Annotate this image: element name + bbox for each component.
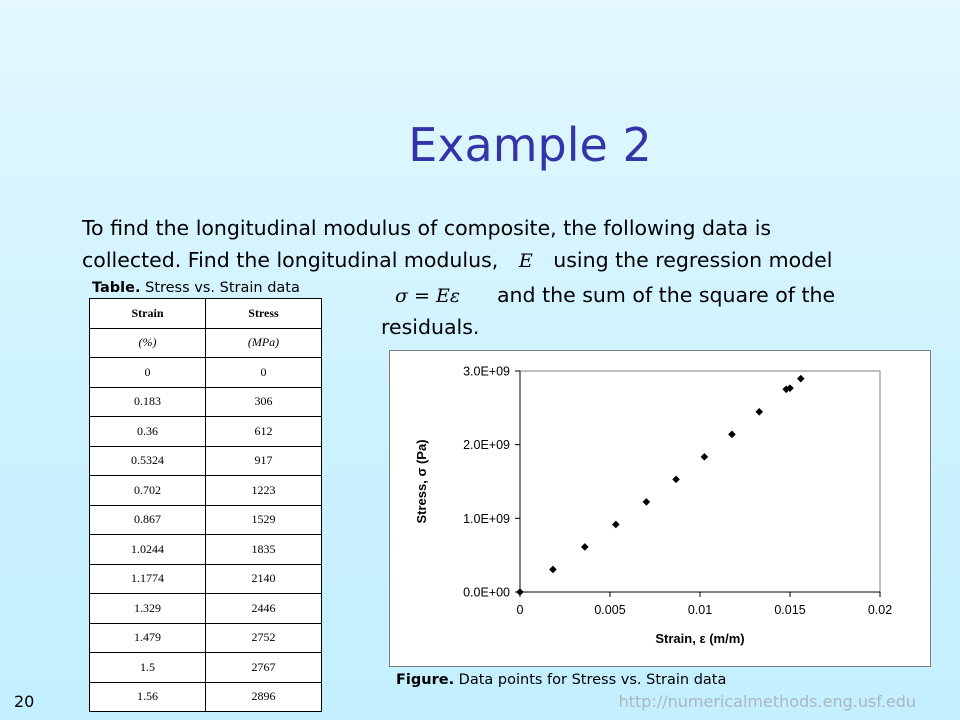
plot-area <box>520 371 880 592</box>
x-axis-label: Strain, ε (m/m) <box>655 631 745 646</box>
figure-caption <box>396 672 726 688</box>
table-caption-text: Stress vs. Strain data <box>140 280 300 296</box>
slide-title: Example 2 <box>408 118 652 172</box>
paragraph-line-3: and the sum of the square of the <box>497 283 836 307</box>
cell-strain: 0 <box>90 358 206 388</box>
cell-strain: 1.479 <box>90 623 206 653</box>
header-strain: Strain <box>90 299 206 329</box>
table-row <box>90 476 322 506</box>
y-tick-label: 1.0E+09 <box>463 511 510 526</box>
cell-strain: 1.0244 <box>90 535 206 565</box>
cell-stress: 306 <box>206 387 322 417</box>
modulus-symbol: E <box>518 250 533 272</box>
cell-strain: 0.5324 <box>90 446 206 476</box>
footer-url[interactable]: http://numericalmethods.eng.usf.edu <box>618 692 916 711</box>
cell-stress: 0 <box>206 358 322 388</box>
header-stress: Stress <box>206 299 322 329</box>
y-axis-label: Stress, σ (Pa) <box>414 439 429 524</box>
table-row <box>90 358 322 388</box>
chart-canvas <box>390 351 930 666</box>
paragraph-line-1: To find the longitudinal modulus of composite, the following data is <box>82 216 772 240</box>
x-tick-label: 0 <box>516 603 524 617</box>
cell-stress: 1529 <box>206 505 322 535</box>
table-row <box>90 387 322 417</box>
cell-strain: 1.329 <box>90 594 206 624</box>
cell-strain: 0.183 <box>90 387 206 417</box>
cell-stress: 2752 <box>206 623 322 653</box>
table-caption-label: Table. <box>92 280 141 296</box>
stress-strain-table <box>89 298 322 712</box>
cell-stress: 612 <box>206 417 322 447</box>
table-row <box>90 417 322 447</box>
table-row <box>90 653 322 683</box>
x-tick-label: 0.01 <box>687 603 713 617</box>
cell-stress: 2446 <box>206 594 322 624</box>
paragraph-line-4: residuals. <box>381 315 480 339</box>
cell-stress: 2896 <box>206 682 322 712</box>
regression-equation <box>395 279 460 312</box>
table-header-row <box>90 299 322 329</box>
paragraph-line-2-start: collected. Find the longitudinal modulus, <box>82 248 499 272</box>
paragraph-line-2-end: using the regression model <box>553 248 833 272</box>
table-row <box>90 623 322 653</box>
table-row <box>90 564 322 594</box>
cell-strain: 1.56 <box>90 682 206 712</box>
cell-strain: 0.36 <box>90 417 206 447</box>
paragraph-line-2 <box>82 244 832 277</box>
equation-formula: σ = Eε <box>395 285 461 307</box>
cell-strain: 0.702 <box>90 476 206 506</box>
y-tick-label: 3.0E+09 <box>463 364 510 379</box>
table-row <box>90 535 322 565</box>
y-tick-label: 2.0E+09 <box>463 438 510 453</box>
cell-stress: 2767 <box>206 653 322 683</box>
figure-caption-text: Data points for Stress vs. Strain data <box>454 672 727 688</box>
cell-stress: 1223 <box>206 476 322 506</box>
table-row <box>90 446 322 476</box>
slide-number: 20 <box>14 692 35 711</box>
figure-caption-label: Figure. <box>396 672 455 688</box>
table-row <box>90 594 322 624</box>
cell-stress: 2140 <box>206 564 322 594</box>
cell-strain: 0.867 <box>90 505 206 535</box>
stress-strain-chart <box>389 350 931 667</box>
x-tick-label: 0.015 <box>774 603 806 617</box>
unit-stress: (MPa) <box>206 328 322 358</box>
unit-strain: (%) <box>90 328 206 358</box>
cell-stress: 917 <box>206 446 322 476</box>
table-row <box>90 505 322 535</box>
y-tick-label: 0.0E+00 <box>463 585 510 600</box>
table-caption <box>92 280 300 296</box>
table-unit-row <box>90 328 322 358</box>
x-tick-label: 0.02 <box>867 603 893 617</box>
cell-stress: 1835 <box>206 535 322 565</box>
x-tick-label: 0.005 <box>594 603 626 617</box>
table-row <box>90 682 322 712</box>
cell-strain: 1.1774 <box>90 564 206 594</box>
cell-strain: 1.5 <box>90 653 206 683</box>
